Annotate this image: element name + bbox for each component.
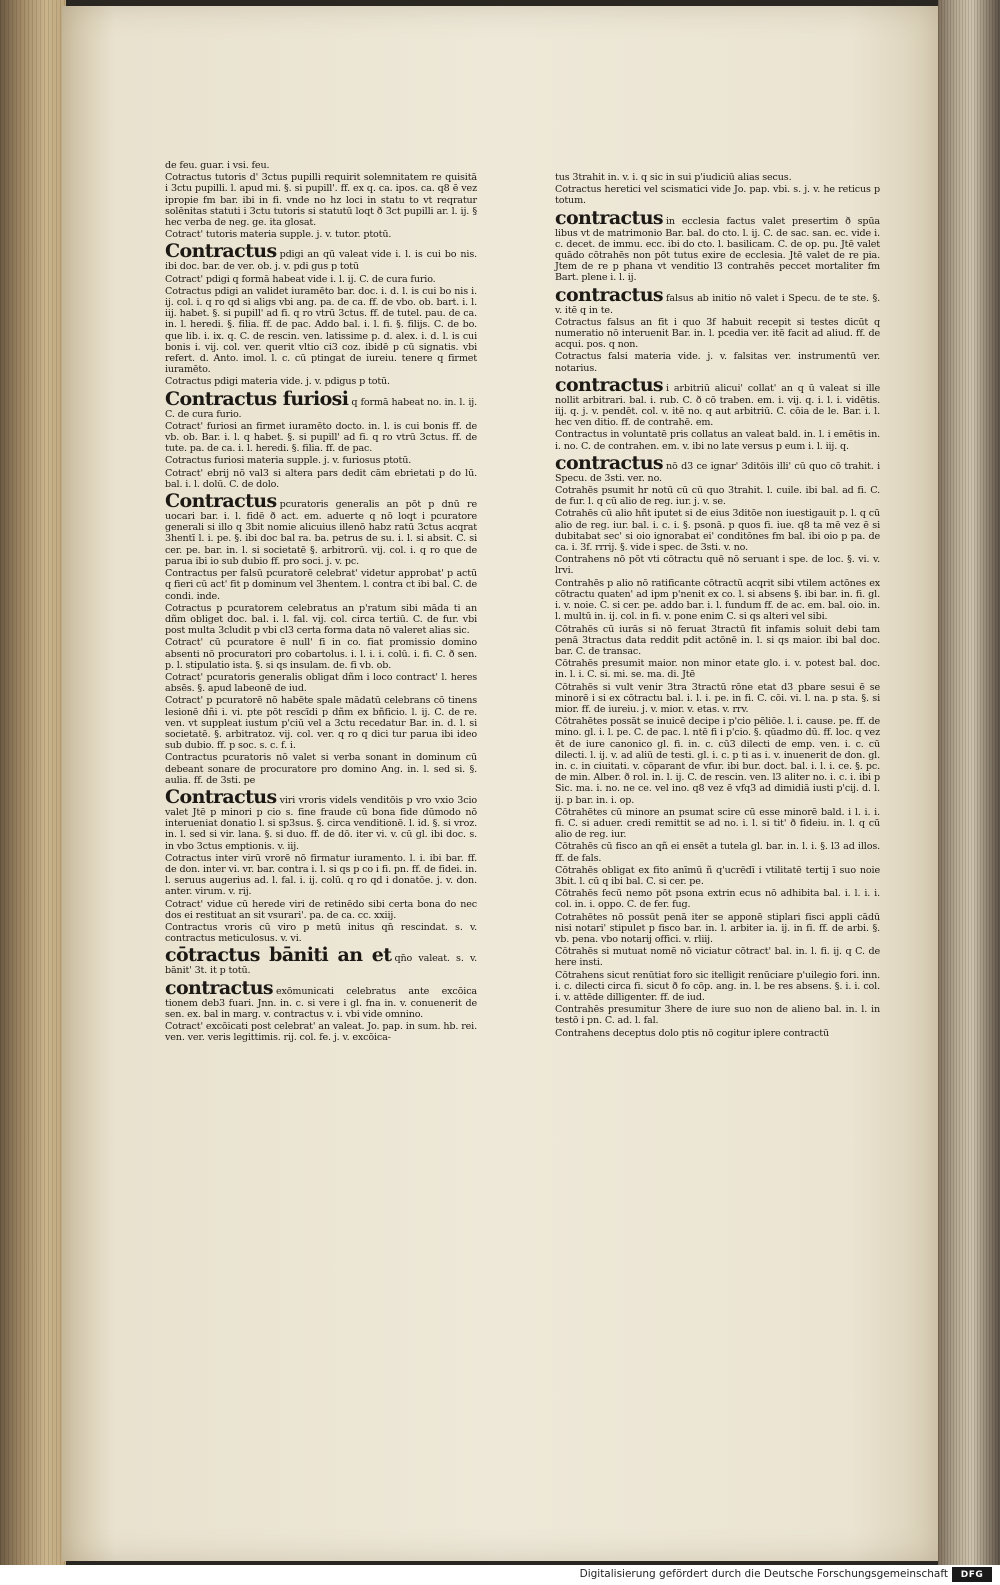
entry-heading: contractus [555, 451, 664, 474]
index-entry [555, 946, 880, 968]
index-entry [555, 429, 880, 451]
index-entry [165, 637, 477, 671]
entry-text: Contractus vroris cū viro p metū initus qn̄ rescindat. s. v. contractus meticulosus. v. vi. [165, 921, 477, 945]
book-page-edges-left [0, 0, 66, 1565]
entry-text: Cotrahēs cū alio hñt iputet si de eius 3ditōe non iuestigauit p. l. q cū alio de reg. iur. bal. i. c. i. §. psonā. p quos fi. iue. q8 ta mē vez ē si dubitabat sec' si oio ignorabat ei' conditōnes fm bal. ibi oio p pa. de ca. i. 3f. rrrij. §. vide i spec. de 3sti. v. no. [555, 508, 880, 554]
index-entry [555, 172, 880, 183]
entry-heading: contractus [555, 373, 664, 396]
entry-text: Cotractus inter virū vrorē nō firmatur iuramento. l. i. ibi bar. ff. de don. inter vi. vr. bar. contra i. l. si qs p co i fi. pn. ff. de fidei. in. l. seruus augerius ad. l. fal. i. ij. colū. q ro qd i donatōe. j. v. don. anter. virum. v. rij. [165, 852, 477, 898]
index-entry [555, 682, 880, 716]
index-entry [555, 554, 880, 576]
index-entry [165, 945, 477, 976]
entry-text: q formā habeat no. in. l. ij. C. de cura furio. [165, 396, 477, 420]
entry-text: Cōtrahēs obligat ex fito anīmū ñ q'ucrēdī i vtilitatē tertij ī suo noie 3bit. l. cū q ibi bal. C. si cer. pe. [555, 864, 880, 887]
index-entry [165, 922, 477, 944]
entry-text: Cotract' furiosi an firmet iuramēto docto. in. l. is cui bonis ff. de vb. ob. Bar. i. l. q habet. §. si pupill' ad fi. q ro vtrū 3ctus. ff. de tute. pa. de ca. i. l. heredi. §. filia. ff. de pac. [165, 420, 477, 455]
entry-text: Cotract' pdigi q formā habeat vide i. l. ij. C. de cura furio. [165, 273, 436, 285]
index-entry [555, 1028, 880, 1039]
entry-text: Contrahens nō pōt vti cōtractu quē nō seruant i spe. de loc. §. vi. v. lrvi. [555, 554, 880, 577]
entry-heading: cōtractus bāniti an et [165, 944, 392, 967]
index-entry [165, 229, 477, 240]
entry-heading: contractus [165, 976, 274, 999]
index-entry [555, 841, 880, 863]
index-entry [555, 624, 880, 658]
index-entry [555, 865, 880, 887]
index-entry [555, 285, 880, 316]
entry-text: Cotractus pdigi an validet iuramēto bar. doc. i. d. l. is cui bo nis i. ij. col. i. q ro qd si aligs vbi ang. pa. de ca. ff. de vbo. ob. bart. i. l. iij. habet. §. si pupill' ad fi. q ro vtrū 3ctus. ff. de tutel. pau. de ca. in. l. heredi. §. filia. ff. de pac. Addo bal. i. l. fi. §. filijs. C. de bo. que lib. i. ix. q. C. de rescin. ven. latissime p. d. alex. i. d. l. is cui bonis i. vij. col. ver. querit vltio ci3 coz. ibidē p cū signatis. vbi refert. d. Anto. imol. l. c. cū ptingat de iureiu. tenere q firmet iuramēto. [165, 285, 477, 376]
index-entry [165, 1021, 477, 1043]
index-entry [165, 241, 477, 272]
entry-text: falsus ab initio nō valet i Specu. de te ste. §. v. itē q in te. [555, 292, 880, 316]
footer-credit: Digitalisierung gefördert durch die Deutsche Forschungsgemeinschaft [579, 1568, 948, 1580]
entry-text: de feu. guar. i vsi. feu. [165, 160, 270, 171]
right-text-column [555, 172, 880, 1040]
index-entry [165, 389, 477, 420]
index-entry [555, 716, 880, 806]
index-entry [165, 603, 477, 637]
entry-text: Contractus per falsū pcuratorē celebrat' videtur approbat' p actū q fieri cū act' fit p dominum vel 3hentem. l. contra ct ibi bal. C. de condi. inde. [165, 568, 477, 602]
entry-text: Cotractus falsi materia vide. j. v. falsitas ver. instrumentū ver. notarius. [555, 351, 880, 374]
index-entry [555, 184, 880, 206]
entry-text: tus 3trahit in. v. i. q sic in sui p'iudiciū alias secus. [555, 172, 792, 183]
index-entry [555, 807, 880, 841]
entry-text: Cotractus tutoris d' 3ctus pupilli requirit solemnitatem re quisitā i 3ctu pupilli. l. apud mi. §. si pupill'. ff. ex q. ca. ipos. ca. q8 ē vez ipropie fm bar. ibi in fi. vnde no hz loci in statu to vt reqratur solēnitas statuti i 3ctu tutoris si statutū loqt ð 3ct pupilli ar. l. ij. § hec verba de neg. ge. ita glosat. [165, 172, 477, 229]
entry-text: Cotract' excōicati post celebrat' an valeat. Jo. pap. in sum. hb. rei. ven. ver. veris legittimis. rij. col. fe. j. v. excōica- [165, 1021, 477, 1044]
entry-text: Cotract' vidue cū herede viri de retinēdo sibi certa bona do nec dos ei restituat an sit vsurari'. pa. de ca. cc. xxiij. [165, 898, 477, 921]
entry-text: Cotractus pdigi materia vide. j. v. pdigus p totū. [165, 376, 390, 388]
index-entry [165, 491, 477, 567]
index-entry [555, 912, 880, 946]
index-entry [555, 578, 880, 623]
entry-text: Cōtrahēs cū fisco an qñ ei ensēt a tutela gl. bar. in. l. i. §. l3 ad illos. ff. de fals. [555, 841, 880, 864]
entry-text: pdigi an qū valeat vide i. l. is cui bo nis. ibi doc. bar. de ver. ob. j. v. pdi gus p totū [165, 249, 477, 273]
index-entry [555, 888, 880, 910]
index-entry [555, 453, 880, 484]
index-entry [165, 160, 477, 171]
entry-heading: Contractus [165, 785, 277, 808]
left-text-column [165, 160, 477, 1044]
entry-text: Cotract' tutoris materia supple. j. v. tutor. ptotū. [165, 229, 392, 241]
entry-text: qn̄o valeat. s. v. bānit' 3t. it p totū. [165, 953, 477, 977]
entry-heading: Contractus furiosi [165, 387, 349, 410]
entry-heading: contractus [555, 206, 664, 229]
index-entry [555, 970, 880, 1004]
index-entry [555, 1004, 880, 1026]
entry-text: pcuratoris generalis an pōt p dnū re uocari bar. i. l. fidē ð act. em. aduerte q nō loqt i pcuratore generali si illo q 3bit nomie alicuius illenō habz ratū 3ctus acqrat 3hentī l. i. pe. §. ibi doc bal ra. ba. petrus de su. i. l. si absit. C. si cer. pe. bar. in. l. si societatē §. arbitrorū. vij. col. i. q ro que de parua ibi io sub dubio ff. pro soci. j. v. pc. [165, 499, 477, 567]
index-entry [555, 208, 880, 284]
entry-text: Contrahēs p alio nō ratificante cōtractū acqrit sibi vtilem actōnes ex cōtractu quaten' ad ipm p'nenit ex co. l. si absens §. ibi bar. in. fi. gl. i. v. noie. C. si cer. pe. addo bar. i. l. fundum ff. de ac. em. bal. oio. in. l. multū in. ij. col. in fi. v. pone enim C. si qs alteri vel sibi. [555, 577, 880, 623]
index-entry [165, 568, 477, 602]
index-entry [165, 455, 477, 466]
index-entry [165, 978, 477, 1020]
index-entry [555, 658, 880, 680]
entry-heading: contractus [555, 283, 664, 306]
entry-text: viri vroris videls venditōis p vro vxio 3cio valet Jtē p minori p cio s. fine fraude cū bona fide dūmodo nō interueniat donatio l. si sp3sus. §. circa venditionē. l. id. §. si vroz. in. l. sed si vir. lana. §. si duo. ff. de dō. iter vi. v. cū gl. ibi doc. s. in vbo 3ctus emptionis. v. iij. [165, 794, 477, 852]
entry-text: Cotractus p pcuratorem celebratus an p'ratum sibi māda ti an dñm obliget doc. bal. i. l. fal. vij. col. circa tertiū. C. de fur. vbi post multa 3cludit p vbi cl3 certa forma data nō valeret alias sic. [165, 602, 477, 637]
entry-text: Cōtrahētes possāt se inuicē decipe i p'cio pēliōe. l. i. cause. pe. ff. de mino. gl. i. l. pe. C. de pac. l. ntē fi i p'cio. §. qūadmo dū. ff. loc. q vez ēt de iure canonico gl. fi. in. c. cū3 dilecti de emp. ven. i. c. cū dilecti. l. ij. v. ad aliū de testi. gl. i. c. p ti as i. v. inuenerit de don. gl. in. c. in ciuitati. v. cōparant de vfur. ibi bur. doct. bal. i. l. i. ce. §. pc. de min. Alber. ð rol. in. l. ij. C. de rescin. ven. l3 aliter no. i. c. i. ibi p Sic. ma. i. no. ne ce. vel ino. q8 vez ē vfq3 ad dimidiā iusti p'cij. d. l. ij. p bar. in. i. op. [555, 716, 880, 806]
entry-heading: Contractus [165, 240, 277, 263]
index-entry [555, 351, 880, 373]
entry-text: Cōtrahēs fecū nemo pōt psona extrin ecus nō adhibita bal. i. l. i. i. col. in. i. oppo. C. de fer. fug. [555, 888, 880, 911]
entry-text: Cotractus heretici vel scismatici vide Jo. pap. vbi. s. j. v. he reticus p totum. [555, 184, 880, 207]
entry-text: Cōtrahēs cū iurās si nō feruat 3tractū fit infamis soluit debi tam penā 3tractus data reddit pdit actōnē in. l. si qs maior. ibi bal doc. bar. C. de transac. [555, 623, 880, 657]
entry-text: Cotract' cū pcuratore ē null' fi in co. fiat promissio domino absenti nō procuratori pro cobartolus. i. l. i. i. colū. i. fi. C. ð sen. p. l. stipulatio ista. §. si qs insulam. de. fi vb. ob. [165, 637, 477, 671]
index-entry [165, 752, 477, 786]
entry-text: Cotract' pcuratoris generalis obligat dñm i loco contract' l. heres absēs. §. apud labeonē de iud. [165, 671, 477, 695]
entry-text: Cotrahētes nō possūt penā iter se apponē stiplari fisci appli cādū nisi notari' stipulet p fisco bar. in. l. arbiter ia. ij. in fi. ff. de arbi. §. vb. pena. vbo notarij offici. v. rliij. [555, 911, 880, 945]
entry-text: Cōtrahens sicut renūtiat foro sic itelligit renūciare p'uilegio fori. inn. i. c. dilecti circa fi. sicut ð fo cōp. ang. in. l. be res absens. §. i. i. col. i. v. attēde dilligenter. ff. de iud. [555, 969, 880, 1003]
entry-text: Cotractus falsus an fit i quo 3f habuit recepit si testes dicūt q numeratio nō interuenit Bar. in. l. pcedia ver. itē facit ad aliud. ff. de acqui. pos. q non. [555, 316, 880, 351]
entry-text: Cotract' p pcuratorē nō habēte spale mādatū celebrans cō tinens lesionē dñi i. vi. pte pōt rescīdi p dñm ex bñficio. l. ij. C. de re. ven. vt suppleat iustum p'ciū vel a 3ctu recedatur Bar. in. d. l. si societatē. §. arbitratoz. vij. col. ver. q ro q dici tur parua ibi ideo sub dubio. ff. p soc. s. c. f. i. [165, 695, 477, 752]
index-entry [165, 853, 477, 898]
entry-text: i arbitriū alicui' collat' an q ū valeat si ille nollit arbitrari. bal. i. rub. C. ð cō traben. em. i. vij. q. i. l. i. vidētis. iij. q. j. v. pendēt. col. v. itē no. q aut arbitriū. C. cōia de le. Bar. i. l. hec ven ditio. ff. de contrahē. em. [555, 382, 880, 429]
index-entry [165, 695, 477, 751]
entry-text: Contrahēs presumitur 3here de iure suo non de alieno bal. in. l. in testō i pn. C. ad. l. fal. [555, 1004, 880, 1027]
index-entry [165, 376, 477, 387]
index-entry [165, 172, 477, 228]
dfg-logo: DFG [952, 1567, 992, 1582]
entry-text: nō d3 ce ignar' 3ditōis illi' cū quo cō trahit. i Specu. de 3sti. ver. no. [555, 460, 880, 484]
entry-text: Cōtrahētes cū minore an psumat scire cū esse minorē bald. i l. i. i. fi. C. si aduer. credi remittit se ad no. i. l. si tit' ð fideiu. in. l. q cū alio de reg. iur. [555, 806, 880, 841]
entry-heading: Contractus [165, 490, 277, 513]
index-entry [165, 286, 477, 376]
index-entry [165, 468, 477, 490]
entry-text: Contrahens deceptus dolo ptis nō cogitur iplere contractū [555, 1027, 829, 1039]
index-entry [555, 508, 880, 553]
index-entry [165, 274, 477, 285]
index-entry [165, 672, 477, 694]
entry-text: Cotractus furiosi materia supple. j. v. furiosus ptotū. [165, 455, 412, 467]
entry-text: Contractus pcuratoris nō valet si verba sonant in dominum cū debeant sonare de procuratore pro domino Ang. in. l. sed si. §. aulia. ff. de 3sti. pe [165, 752, 477, 786]
entry-text: Cōtrahēs si mutuat nomē nō viciatur cōtract' bal. in. l. fi. ij. q C. de here insti. [555, 946, 880, 969]
entry-text: Cōtrahēs presumit maior. non minor etate glo. i. v. potest bal. doc. in. l. i. C. si. mi. se. ma. di. Jtē [555, 658, 880, 681]
entry-text: Contractus in voluntatē pris collatus an valeat bald. in. l. i emētis in. i. no. C. de contrahen. em. v. ibi no late versus p eum i. l. iij. q. [555, 429, 880, 452]
index-entry [165, 421, 477, 455]
entry-text: Cotract' ebrij nō val3 si altera pars dedit cām ebrietati p do lū. bal. i. l. dolū. C. de dolo. [165, 467, 477, 490]
index-entry [165, 787, 477, 852]
entry-text: exōmunicati celebratus ante excōica tionem deb3 fuari. Jnn. in. c. si vere i gl. fna in. v. conuenerit de sen. ex. bal in marg. v. contractus v. i. vbi vide omnino. [165, 985, 477, 1020]
entry-text: Cōtrahēs si vult venir 3tra 3tractū rōne etat d3 pbare sesui ē se minorē i si ex cōtractu bal. i. l. i. pe. in fi. C. cōi. vi. l. na. p sta. §. si mior. ff. de iureiu. j. v. mior. v. etas. v. rrv. [555, 681, 880, 715]
book-gutter-right [938, 0, 1000, 1565]
entry-text: Cotrahēs psumit hr notū cū cū quo 3trahit. l. cuile. ibi bal. ad fi. C. de fur. l. q cū alio de reg. iur. j. v. se. [555, 485, 880, 508]
index-entry [555, 485, 880, 507]
index-entry [555, 317, 880, 351]
index-entry [555, 375, 880, 429]
entry-text: in ecclesia factus valet presertim ð spūa libus vt de matrimonio Bar. bal. do cto. l. ij. C. de sac. san. ec. vide i. c. decet. de immu. ecc. ibi do cto. l. basilicam. C. de op. pu. Jtē valet quādo cōtrahēs non pōt tutus exire de ecclesia. Jtē valet de re pia. Jtem de re p phana vt venditio l3 contrahēs peccet mortaliter fm Bart. plene i. l. ij. [555, 215, 880, 284]
index-entry [165, 899, 477, 921]
